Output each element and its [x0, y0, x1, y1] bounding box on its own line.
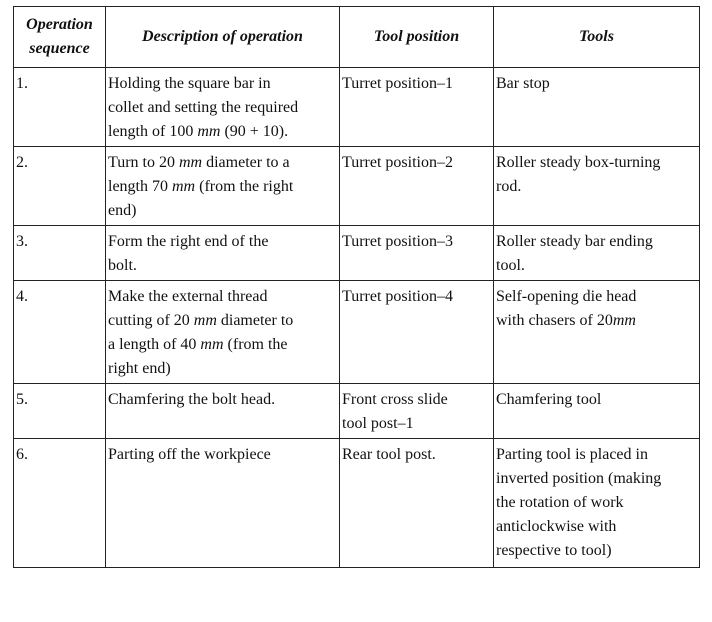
cell-tool-position	[340, 147, 494, 226]
cell-line	[496, 388, 696, 412]
header-operation-sequence	[14, 7, 106, 68]
table-row	[14, 226, 700, 281]
cell-line	[108, 151, 336, 175]
text-segment: Form the right end of the	[108, 233, 269, 250]
text-segment: diameter to	[216, 312, 294, 329]
cell-line	[496, 443, 696, 467]
cell-sequence: 2.	[14, 147, 106, 226]
text-segment: respective to tool)	[496, 542, 612, 559]
cell-line	[108, 199, 336, 223]
cell-tool-position	[340, 281, 494, 384]
text-segment: (from the	[223, 336, 288, 353]
cell-tool-position	[340, 384, 494, 439]
cell-description	[106, 68, 340, 147]
cell-line: Turret position–3	[342, 233, 453, 250]
cell-tools	[494, 281, 700, 384]
text-segment: collet and setting the required	[108, 99, 299, 116]
cell-line	[108, 230, 336, 254]
text-segment: Bar stop	[496, 75, 550, 92]
cell-line	[496, 151, 696, 175]
text-segment: Chamfering the bolt head.	[108, 391, 276, 408]
table-row	[14, 68, 700, 147]
cell-line: Turret position–1	[342, 75, 453, 92]
cell-line	[108, 357, 336, 381]
cell-sequence: 1.	[14, 68, 106, 147]
cell-line	[496, 285, 696, 309]
text-segment: length 70	[108, 178, 172, 195]
cell-description	[106, 384, 340, 439]
cell-sequence: 6.	[14, 439, 106, 568]
table-header-row	[14, 7, 700, 68]
cell-line	[108, 254, 336, 278]
unit-text: mm	[197, 123, 221, 140]
unit-text: mm	[178, 154, 203, 171]
cell-line: Turret position–2	[342, 154, 453, 171]
cell-line	[496, 467, 696, 491]
text-segment: (90 + 10).	[220, 123, 289, 140]
cell-tools	[494, 147, 700, 226]
unit-text: mm	[172, 178, 196, 195]
cell-tools	[494, 68, 700, 147]
text-segment: Roller steady bar ending	[496, 233, 653, 250]
text-segment: cutting of 20	[108, 312, 194, 329]
cell-line	[108, 333, 336, 357]
cell-tools	[494, 226, 700, 281]
cell-line	[108, 175, 336, 199]
cell-line	[496, 254, 696, 278]
operations-table	[13, 6, 700, 568]
cell-line	[496, 309, 696, 333]
cell-line	[108, 388, 336, 412]
cell-line	[108, 443, 336, 467]
text-segment: Parting off the workpiece	[108, 446, 271, 463]
cell-tool-position	[340, 226, 494, 281]
cell-line	[108, 120, 336, 144]
cell-line: tool post–1	[342, 415, 414, 432]
cell-line	[496, 539, 696, 563]
header-sequence-line2: sequence	[29, 40, 90, 57]
table-row	[14, 147, 700, 226]
cell-line	[108, 72, 336, 96]
cell-sequence: 4.	[14, 281, 106, 384]
header-tool-position: Tool position	[340, 7, 494, 68]
table-row	[14, 384, 700, 439]
text-segment: Roller steady box-turning	[496, 154, 661, 171]
cell-tools	[494, 439, 700, 568]
unit-text: mm	[612, 312, 636, 329]
cell-line	[496, 72, 696, 96]
text-segment: Turn to 20	[108, 154, 179, 171]
cell-tool-position	[340, 68, 494, 147]
text-segment: Make the external thread	[108, 288, 268, 305]
cell-line: Turret position–4	[342, 288, 453, 305]
text-segment: end)	[108, 202, 137, 219]
unit-text: mm	[193, 312, 217, 329]
text-segment: inverted position (making	[496, 470, 662, 487]
text-segment: Parting tool is placed in	[496, 446, 648, 463]
cell-tool-position	[340, 439, 494, 568]
cell-line	[108, 96, 336, 120]
header-description: Description of operation	[106, 7, 340, 68]
cell-line	[108, 285, 336, 309]
header-sequence-line1: Operation	[26, 16, 93, 33]
text-segment: tool.	[496, 257, 525, 274]
cell-line	[496, 230, 696, 254]
cell-tools	[494, 384, 700, 439]
cell-line	[496, 491, 696, 515]
cell-line: Front cross slide	[342, 391, 448, 408]
text-segment: Chamfering tool	[496, 391, 602, 408]
unit-text: mm	[200, 336, 224, 353]
cell-sequence: 5.	[14, 384, 106, 439]
text-segment: diameter to a	[202, 154, 290, 171]
text-segment: anticlockwise with	[496, 518, 617, 535]
cell-line	[496, 175, 696, 199]
text-segment: Holding the square bar in	[108, 75, 271, 92]
cell-line	[496, 515, 696, 539]
cell-description	[106, 147, 340, 226]
text-segment: bolt.	[108, 257, 137, 274]
table-row	[14, 439, 700, 568]
text-segment: rod.	[496, 178, 522, 195]
text-segment: right end)	[108, 360, 171, 377]
text-segment: a length of 40	[108, 336, 201, 353]
text-segment: Self-opening die head	[496, 288, 637, 305]
cell-line	[108, 309, 336, 333]
text-segment: (from the right	[195, 178, 294, 195]
table-row	[14, 281, 700, 384]
text-segment: length of 100	[108, 123, 198, 140]
cell-line: Rear tool post.	[342, 446, 436, 463]
header-tools: Tools	[494, 7, 700, 68]
cell-sequence: 3.	[14, 226, 106, 281]
text-segment: the rotation of work	[496, 494, 624, 511]
cell-description	[106, 226, 340, 281]
cell-description	[106, 281, 340, 384]
text-segment: with chasers of 20	[496, 312, 613, 329]
cell-description	[106, 439, 340, 568]
